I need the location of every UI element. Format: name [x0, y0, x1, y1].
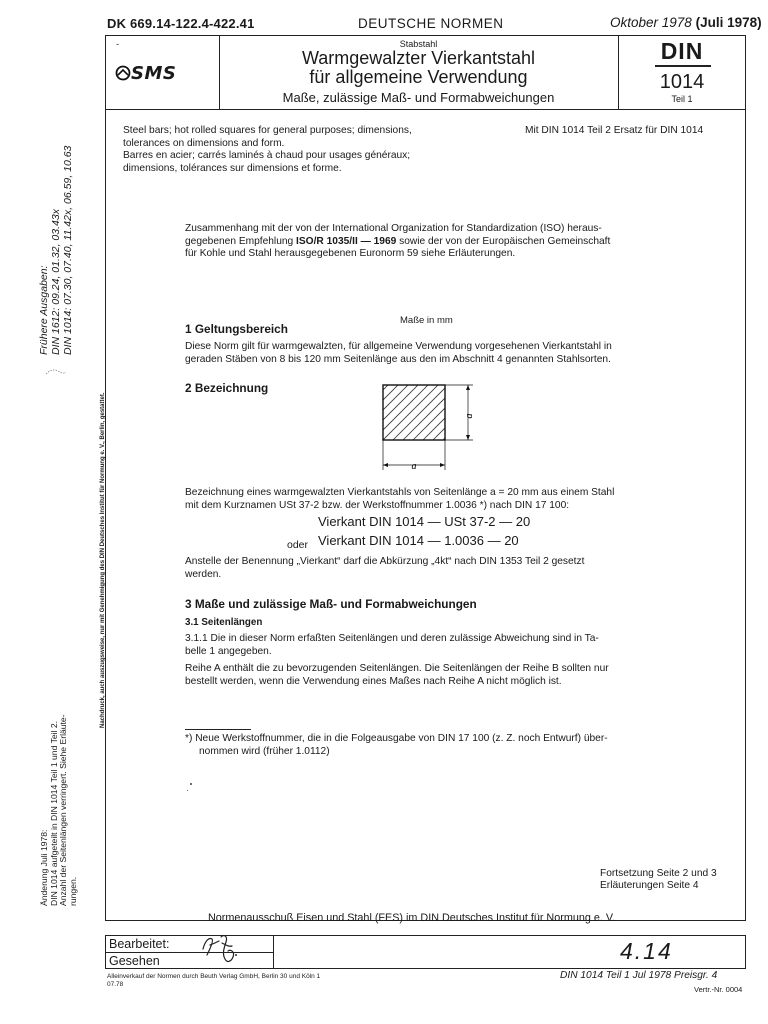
continuation-note: [600, 868, 717, 892]
din-mark-rule: [655, 65, 711, 67]
reprint-notice: Nachdruck, auch auszugsweise, nur mit Genehmigung des DIN Deutsches Institut für Normung e. V., Berlin, gestattet.: [100, 392, 106, 728]
title-block-divider: [105, 109, 746, 110]
issue-date-month: Oktober 1978: [610, 15, 692, 30]
series-line-1: Reihe A enthält die zu bevorzugenden Seitenlängen. Die Seitenlängen der Reihe B sollten nur: [185, 663, 609, 674]
category-label: Stabstahl: [399, 39, 438, 49]
subtitle: Maße, zulässige Maß- und Formabweichungen: [282, 90, 555, 105]
iso-relation-line-2: [185, 236, 690, 249]
french-title-line-1: Barres en acier; carrés laminés à chaud pour usages généraux;: [123, 150, 411, 161]
amendment-note: [40, 714, 78, 906]
title-line-2: für allgemeine Verwendung: [309, 67, 528, 87]
price-number: 4.14: [620, 938, 673, 964]
explanations-page: Erläuterungen Seite 4: [600, 880, 699, 891]
section-3-heading: 3 Maße und zulässige Maß- und Formabweichungen: [185, 597, 477, 611]
footnote-line-2: nommen wird (früher 1.0112): [199, 745, 330, 757]
amendment-heading: Änderung Juli 1978:: [39, 829, 49, 906]
title-line-1: Warmgewalzter Vierkantstahl: [301, 48, 536, 68]
footer-reference: DIN 1014 Teil 1 Jul 1978 Preisgr. 4: [560, 970, 718, 981]
height-label: a: [464, 413, 475, 419]
distribution-line: Alleinverkauf der Normen durch Beuth Verlag GmbH, Berlin 30 und Köln 1: [107, 973, 321, 980]
footnote: [185, 733, 690, 758]
previous-editions-heading: Frühere Ausgaben:: [38, 265, 50, 355]
classification-number: DK 669.14-122.4-422.41: [107, 16, 255, 31]
section-1-heading: 1 Geltungsbereich: [185, 322, 288, 336]
series-paragraph: [185, 663, 690, 688]
abbreviation-line-2: werden.: [185, 568, 222, 580]
designation-or: oder: [287, 539, 309, 551]
english-title-line-2: tolerances on dimensions and form.: [123, 137, 285, 149]
abbreviation-paragraph: [185, 556, 715, 581]
previous-editions-din1612: DIN 1612: 09.24, 01.32, 03.43x: [50, 209, 62, 355]
previous-editions-note: [38, 146, 74, 355]
iso-relation-paragraph: [185, 223, 690, 261]
distribution-note: [107, 973, 320, 989]
designation-line-2: mit dem Kurznamen USt 37-2 bzw. der Werkstoffnummer 1.0036 *) nach DIN 17 100:: [185, 499, 570, 511]
footnote-line-1: *) Neue Werkstoffnummer, die in die Folgeausgabe von DIN 17 100 (z. Z. noch Entwurf) über-: [185, 733, 608, 744]
standard-number: 1014: [659, 71, 705, 93]
designation-line-1: Bezeichnung eines warmgewalzten Vierkantstahls von Seitenlänge a = 20 mm aus einem Stahl: [185, 487, 615, 498]
sms-logo: SMS: [131, 63, 177, 84]
speck: [187, 790, 188, 791]
edited-by-label: Bearbeitet:: [109, 937, 170, 951]
series-line-2: bestellt werden, wenn die Verwendung eines Maßes nach Reihe A nicht möglich ist.: [185, 675, 562, 687]
section-2-heading: 2 Bezeichnung: [185, 381, 269, 395]
approval-box-vertical-divider: [273, 935, 274, 969]
handwritten-initials: [195, 927, 270, 967]
din-mark: DIN: [660, 38, 704, 64]
scope-line-1: Diese Norm gilt für warmgewalzten, für allgemeine Verwendung vorgesehenen Vierkantstahl in: [185, 341, 612, 352]
committee-line: Normenausschuß Eisen und Stahl (FES) im DIN Deutsches Institut für Normung e. V.: [208, 912, 616, 924]
hatching: [373, 383, 483, 440]
publisher-heading: DEUTSCHE NORMEN: [358, 16, 504, 31]
amendment-line-2: Anzahl der Seitenlängen verringert. Siehe Erläute-: [58, 714, 68, 906]
replacement-note: Mit DIN 1014 Teil 2 Ersatz für DIN 1014: [525, 125, 704, 136]
square-cross-section-figure: [373, 383, 483, 473]
section-3-1-1-paragraph: [185, 633, 690, 658]
units-note: Maße in mm: [400, 315, 453, 326]
issue-date: [610, 15, 762, 30]
section-3-1-1-line-1: 3.1.1 Die in dieser Norm erfaßten Seitenlängen und deren zulässige Abweichung sind in Ta-: [185, 633, 599, 644]
iso-relation-line-3: für Kohle und Stahl herausgegebenen Euronorm 59 siehe Erläuterungen.: [185, 248, 516, 259]
amendment-line-3: rungen.: [67, 876, 78, 906]
issue-date-original: (Juli 1978): [695, 15, 762, 30]
corner-mark: -: [116, 39, 119, 49]
previous-editions-din1014: DIN 1014: 07.30, 07.40, 11.42x, 06.59, 10.63: [62, 145, 74, 355]
speck: [190, 783, 192, 785]
part-label: Teil 1: [671, 94, 693, 104]
sales-number: Vertr.-Nr. 0004: [694, 985, 743, 994]
section-3-1-heading: 3.1 Seitenlängen: [185, 617, 263, 628]
print-date: 07.78: [107, 981, 124, 988]
designation-example-1: Vierkant DIN 1014 — USt 37-2 — 20: [318, 514, 531, 529]
amendment-line-1: DIN 1014 aufgeteilt in DIN 1014 Teil 1 und Teil 2.: [48, 720, 59, 906]
square-outline: [383, 385, 445, 440]
pencil-mark-icon: [45, 368, 67, 376]
iso-relation-line-1: Zusammenhang mit der von der International Organization for Standardization (ISO) heraus-: [185, 223, 602, 234]
iso-relation-text: gegebenen Empfehlung: [185, 235, 294, 247]
translated-titles: [123, 125, 412, 175]
scope-line-2: geraden Stäben von 8 bis 120 mm Seitenlänge aus den im Abschnitt 4 genannten Stahlsorten.: [185, 353, 611, 365]
sms-logo-icon: [115, 65, 131, 81]
footnote-rule: [185, 729, 251, 730]
scope-paragraph: [185, 341, 690, 366]
french-title-line-2: dimensions, tolérances sur dimensions et forme.: [123, 162, 342, 174]
designation-paragraph: [185, 487, 715, 512]
english-title-line-1: Steel bars; hot rolled squares for general purposes; dimensions,: [123, 125, 412, 136]
iso-recommendation: ISO/R 1035/II — 1969: [296, 235, 397, 247]
iso-relation-text-cont: sowie der von der Europäischen Gemeinschaft: [399, 235, 611, 247]
width-label: a: [411, 461, 417, 472]
seen-label: Gesehen: [109, 954, 160, 968]
abbreviation-line-1: Anstelle der Benennung „Vierkant“ darf die Abkürzung „4kt“ nach DIN 1353 Teil 2 gesetzt: [185, 556, 585, 567]
continuation-pages: Fortsetzung Seite 2 und 3: [600, 868, 717, 879]
section-3-1-1-line-2: belle 1 angegeben.: [185, 645, 272, 657]
designation-example-2: Vierkant DIN 1014 — 1.0036 — 20: [318, 533, 519, 548]
